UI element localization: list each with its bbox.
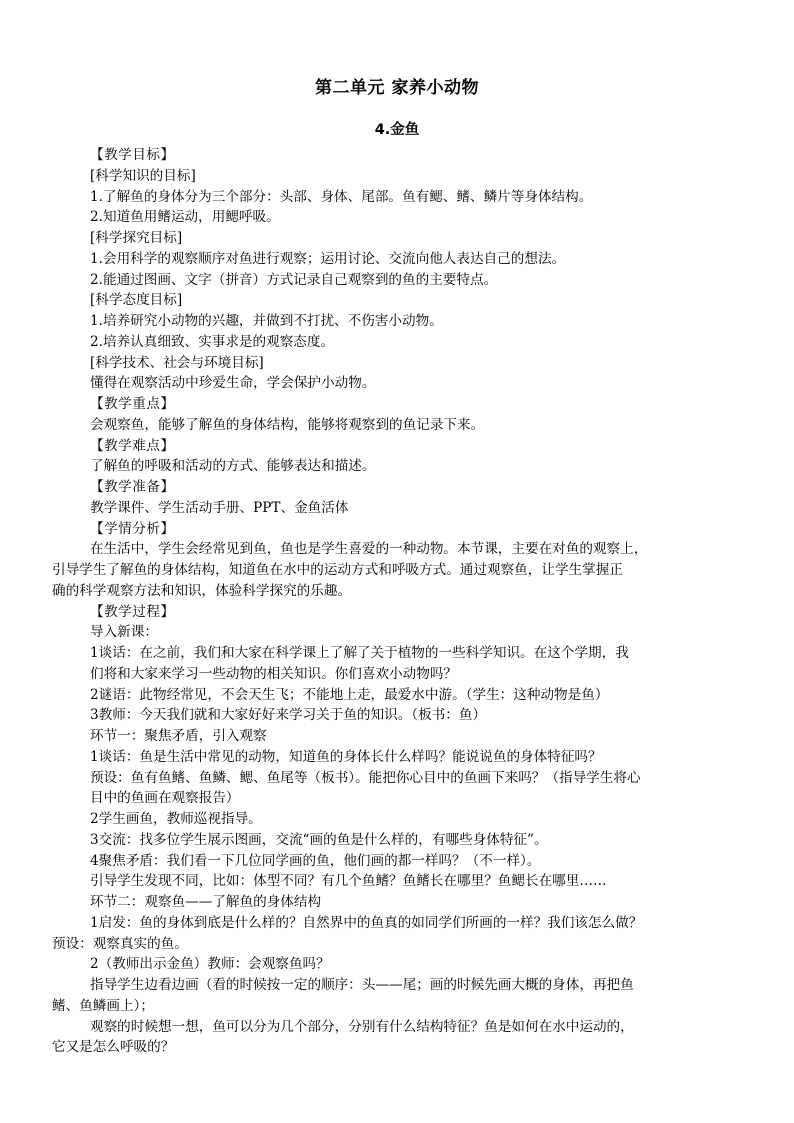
paragraph-line: 引导学生了解鱼的身体结构，知道鱼在水中的运动方式和呼吸方式。通过观察鱼，让学生掌握正 xyxy=(52,562,623,578)
paragraph-line: 指导学生边看边画（看的时候按一定的顺序：头——尾；画的时候先画大概的身体，再把鱼 xyxy=(90,977,634,993)
paragraph-line: 预设：鱼有鱼鳍、鱼鳞、鳃、鱼尾等（板书）。能把你心目中的鱼画下来吗？（指导学生将心 xyxy=(90,769,641,786)
section-heading: 【教学目标】 xyxy=(90,147,175,163)
section-heading: 【教学准备】 xyxy=(90,479,175,495)
paragraph-line: 预设：观察真实的鱼。 xyxy=(52,935,188,952)
paragraph-line: 确的科学观察方法和知识，体验科学探究的乐趣。 xyxy=(52,582,352,599)
paragraph-line: 1谈话：鱼是生活中常见的动物，知道鱼的身体长什么样吗？能说说鱼的身体特征吗？ xyxy=(90,748,602,765)
paragraph-line: 教学课件、学生活动手册、PPT、金鱼活体 xyxy=(90,499,349,516)
paragraph-line: 1.了解鱼的身体分为三个部分：头部、身体、尾部。鱼有鳃、鳍、鳞片等身体结构。 xyxy=(90,188,593,205)
paragraph-line: 引导学生发现不同，比如：体型不同？有几个鱼鳍？鱼鳍长在哪里？鱼鳃长在哪里…… xyxy=(90,873,607,890)
paragraph-line: 1.培养研究小动物的兴趣，并做到不打扰、不伤害小动物。 xyxy=(90,313,443,329)
lesson-title: 4.金鱼 xyxy=(374,122,420,138)
paragraph-line: 1.会用科学的观察顺序对鱼进行观察；运用讨论、交流向他人表达自己的想法。 xyxy=(90,250,566,267)
paragraph-line: 2.培养认真细致、实事求是的观察态度。 xyxy=(90,333,335,350)
paragraph-line: 它又是怎么呼吸的？ xyxy=(52,1039,175,1056)
paragraph-line: 导入新课： xyxy=(90,624,158,641)
paragraph-line: 了解鱼的呼吸和活动的方式、能够表达和描述。 xyxy=(90,458,376,475)
subsection-heading: [科学知识的目标] xyxy=(90,167,196,184)
paragraph-line: 3教师：今天我们就和大家好好来学习关于鱼的知识。（板书：鱼） xyxy=(90,707,487,724)
section-heading: 【教学过程】 xyxy=(90,603,175,620)
subsection-heading: [科学技术、社会与环境目标] xyxy=(90,354,264,371)
paragraph-line: 3交流：找多位学生展示图画，交流“画的鱼是什么样的，有哪些身体特征”。 xyxy=(90,831,548,848)
paragraph-line: 1启发：鱼的身体到底是什么样的？自然界中的鱼真的如同学们所画的一样？我们该怎么做？ xyxy=(90,914,643,931)
paragraph-line: 2谜语：此物经常见，不会天生飞；不能地上走，最爱水中游。（学生：这种动物是鱼） xyxy=(90,686,609,703)
section-heading: 【教学重点】 xyxy=(90,396,175,412)
section-heading: 【学情分析】 xyxy=(90,520,175,537)
subsection-heading: [科学态度目标] xyxy=(90,292,183,309)
subsection-heading: [科学探究目标] xyxy=(90,230,183,246)
paragraph-line: 目中的鱼画在观察报告） xyxy=(90,790,240,807)
paragraph-line: 懂得在观察活动中珍爱生命，学会保护小动物。 xyxy=(90,375,376,392)
paragraph-line: 会观察鱼，能够了解鱼的身体结构，能够将观察到的鱼记录下来。 xyxy=(90,416,485,433)
paragraph-line: 2.能通过图画、文字（拼音）方式记录自己观察到的鱼的主要特点。 xyxy=(90,271,498,288)
paragraph-line: 2（教师出示金鱼）教师：会观察鱼吗？ xyxy=(90,956,330,973)
paragraph-line: 在生活中，学生会经常见到鱼，鱼也是学生喜爱的一种动物。本节课，主要在对鱼的观察上， xyxy=(90,541,648,558)
paragraph-line: 1谈话：在之前，我们和大家在科学课上了解了关于植物的一些科学知识。在这个学期，我 xyxy=(90,645,629,661)
paragraph-line: 环节二：观察鱼——了解鱼的身体结构 xyxy=(90,894,322,910)
paragraph-line: 鳍、鱼鳞画上）； xyxy=(52,997,154,1014)
paragraph-line: 们将和大家来学习一些动物的相关知识。你们喜欢小动物吗？ xyxy=(90,665,458,682)
paragraph-line: 4聚焦矛盾：我们看一下几位同学画的鱼，他们画的都一样吗？（不一样）。 xyxy=(90,852,541,869)
paragraph-line: 观察的时候想一想，鱼可以分为几个部分，分别有什么结构特征？鱼是如何在水中运动的， xyxy=(90,1018,634,1035)
document-body xyxy=(52,145,750,1058)
paragraph-line: 2学生画鱼，教师巡视指导。 xyxy=(90,811,262,827)
paragraph-line: 2.知道鱼用鳍运动，用鳃呼吸。 xyxy=(90,209,280,226)
section-heading: 【教学难点】 xyxy=(90,437,175,454)
unit-title: 第二单元 家养小动物 xyxy=(315,78,479,98)
paragraph-line: 环节一：聚焦矛盾，引入观察 xyxy=(90,728,267,744)
